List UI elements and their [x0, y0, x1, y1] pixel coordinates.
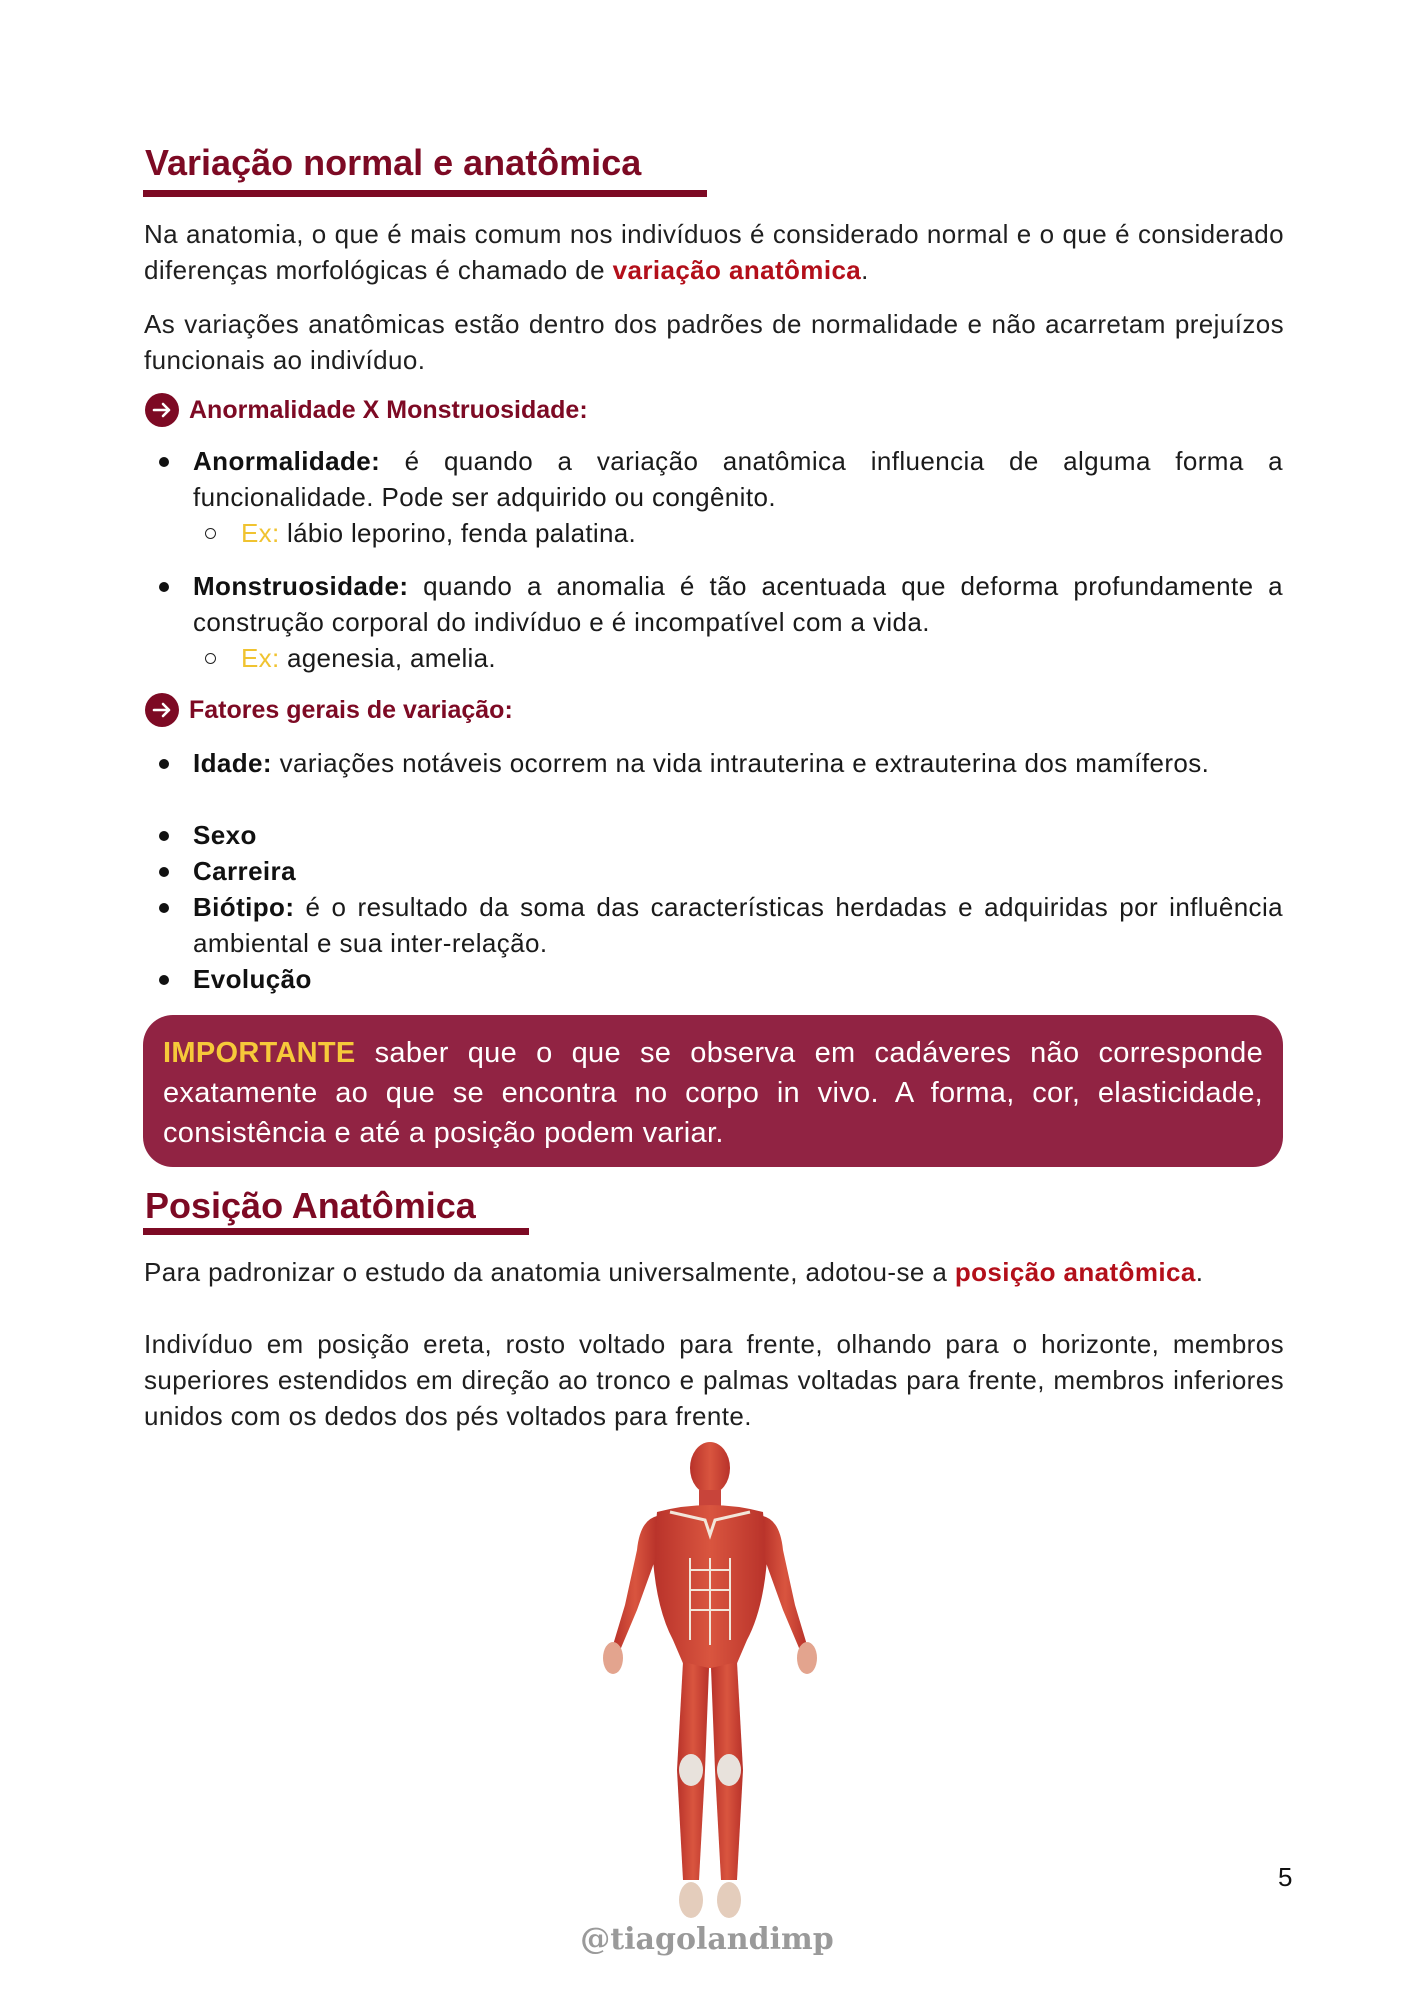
- bullet-dot: [159, 457, 169, 467]
- list-term: Idade:: [193, 748, 272, 778]
- punctuation: .: [1195, 1257, 1204, 1287]
- section-title-posicao: Posição Anatômica: [145, 1185, 476, 1226]
- list-item-sexo: [155, 817, 1283, 853]
- sub-list-item-example: [205, 640, 496, 676]
- list-term: Evolução: [193, 964, 312, 994]
- subheading-label: Fatores gerais de variação:: [189, 695, 513, 724]
- anatomical-position-figure: [595, 1440, 825, 1920]
- subheading-fatores: [145, 692, 513, 728]
- heading-underline: [143, 190, 707, 197]
- sub-list-item-example: [205, 515, 636, 551]
- arrow-right-icon: [145, 693, 179, 727]
- list-text: é quando a variação anatômica influencia de alguma forma a funcionalidade. Pode ser adquirido ou congênito.: [193, 446, 1283, 512]
- list-term: Sexo: [193, 820, 257, 850]
- bullet-dot: [159, 867, 169, 877]
- list-text: variações notáveis ocorrem na vida intrauterina e extrauterina dos mamíferos.: [271, 748, 1210, 778]
- paragraph-text: Na anatomia, o que é mais comum nos indivíduos é considerado normal e o que é considerado diferenças morfológicas é chamado de: [144, 219, 1284, 285]
- callout-keyword: IMPORTANTE: [163, 1037, 356, 1069]
- muscle-body-illustration: [595, 1440, 825, 1920]
- list-term: Carreira: [193, 856, 296, 886]
- example-text: agenesia, amelia.: [279, 643, 496, 673]
- list-item-monstruosidade: [155, 568, 1283, 640]
- footer-handle: @tiagolandimp: [580, 1922, 834, 1957]
- hollow-bullet: [205, 653, 216, 664]
- list-text: é o resultado da soma das características herdadas e adquiridas por influência ambiental e sua inter-relação.: [193, 892, 1283, 958]
- list-item-evolucao: [155, 961, 1283, 997]
- list-item-anormalidade: [155, 443, 1283, 515]
- callout-text: [163, 1033, 1263, 1153]
- punctuation: .: [861, 255, 869, 285]
- list-item-carreira: [155, 853, 1283, 889]
- section-title-variacao: Variação normal e anatômica: [145, 142, 642, 183]
- highlight-term: variação anatômica: [612, 255, 862, 285]
- list-text: quando a anomalia é tão acentuada que deforma profundamente a construção corporal do indivíduo e é incompatível com a vida.: [193, 571, 1283, 637]
- important-callout: [143, 1015, 1283, 1167]
- list-term: Monstruosidade:: [193, 571, 409, 601]
- paragraph-posicao-descricao: Indivíduo em posição ereta, rosto voltado para frente, olhando para o horizonte, membros superiores estendidos em direção ao tronco e palmas voltadas para frente, membros inferiores unidos com os dedos dos pés voltados para frente.: [144, 1329, 1284, 1431]
- example-label: Ex:: [241, 643, 280, 673]
- hollow-bullet: [205, 528, 216, 539]
- example-text: lábio leporino, fenda palatina.: [279, 518, 636, 548]
- heading-underline: [143, 1228, 529, 1235]
- paragraph-posicao-intro: [144, 1254, 1284, 1290]
- list-item-biotipo: [155, 889, 1283, 961]
- page-number: 5: [1278, 1862, 1293, 1892]
- bullet-dot: [159, 975, 169, 985]
- paragraph-variacoes: As variações anatômicas estão dentro dos padrões de normalidade e não acarretam prejuízos funcionais ao indivíduo.: [144, 309, 1284, 375]
- bullet-dot: [159, 831, 169, 841]
- list-term: Anormalidade:: [193, 446, 381, 476]
- subheading-label: Anormalidade X Monstruosidade:: [189, 395, 588, 424]
- list-item-idade: [155, 745, 1283, 781]
- highlight-term: posição anatômica: [954, 1257, 1196, 1287]
- paragraph-text: Para padronizar o estudo da anatomia universalmente, adotou-se a: [144, 1257, 955, 1287]
- arrow-right-icon: [145, 393, 179, 427]
- paragraph-intro: [144, 216, 1284, 288]
- bullet-dot: [159, 759, 169, 769]
- bullet-dot: [159, 582, 169, 592]
- callout-body: saber que o que se observa em cadáveres não corresponde exatamente ao que se encontra no corpo in vivo. A forma, cor, elasticidade, consistência e até a posição podem variar.: [163, 1037, 1263, 1149]
- subheading-anormalidade: [145, 392, 588, 428]
- bullet-dot: [159, 903, 169, 913]
- example-label: Ex:: [241, 518, 280, 548]
- list-term: Biótipo:: [193, 892, 295, 922]
